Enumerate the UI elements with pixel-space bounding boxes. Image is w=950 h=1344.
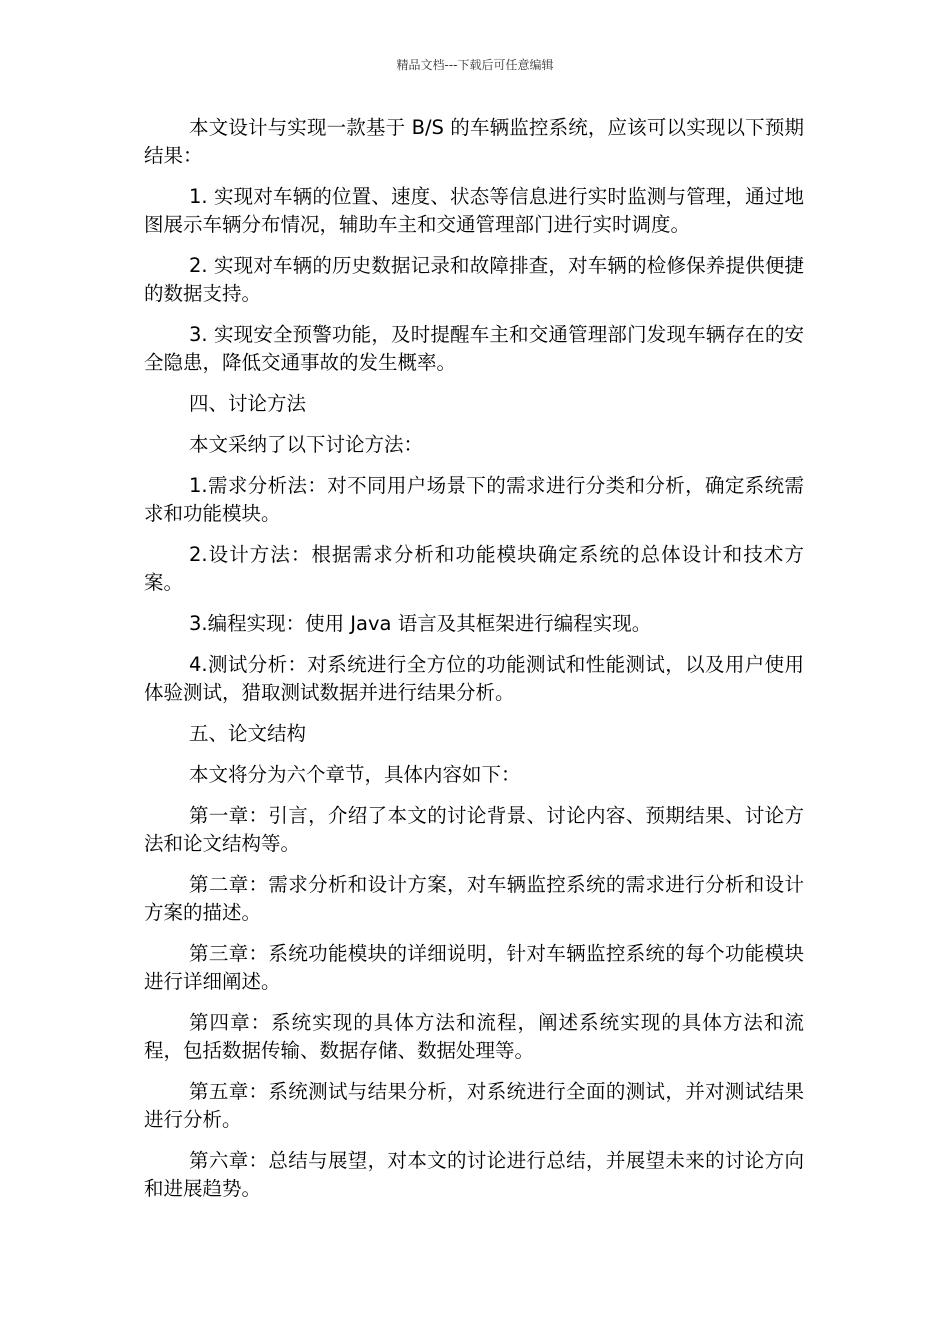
paragraph-method-2: 2.设计方法：根据需求分析和功能模块确定系统的总体设计和技术方案。	[144, 543, 804, 594]
section-heading-structure: 五、论文结构	[189, 722, 307, 745]
paragraph-result-3: 3. 实现安全预警功能，及时提醒车主和交通管理部门发现车辆存在的安全隐患，降低交通事故的发生概率。	[144, 323, 804, 374]
paragraph-chapter-6: 第六章：总结与展望，对本文的讨论进行总结，并展望未来的讨论方向和进展趋势。	[144, 1149, 804, 1200]
document-body	[144, 114, 804, 1216]
paragraph-chapter-1: 第一章：引言，介绍了本文的讨论背景、讨论内容、预期结果、讨论方法和论文结构等。	[144, 804, 804, 855]
section-heading-methods: 四、讨论方法	[189, 392, 307, 415]
paragraph-chapter-4: 第四章：系统实现的具体方法和流程，阐述系统实现的具体方法和流程，包括数据传输、数据存储、数据处理等。	[144, 1011, 804, 1062]
page-header: 精品文档---下载后可任意编辑	[396, 58, 554, 72]
paragraph-method-3: 3.编程实现：使用 Java 语言及其框架进行编程实现。	[189, 612, 652, 635]
paragraph-structure-intro: 本文将分为六个章节，具体内容如下：	[189, 763, 521, 786]
paragraph-expected-results-intro: 本文设计与实现一款基于 B/S 的车辆监控系统，应该可以实现以下预期结果：	[144, 116, 804, 167]
paragraph-chapter-5: 第五章：系统测试与结果分析，对系统进行全面的测试，并对测试结果进行分析。	[144, 1080, 804, 1131]
paragraph-method-4: 4.测试分析：对系统进行全方位的功能测试和性能测试，以及用户使用体验测试，猎取测试数据并进行结果分析。	[144, 653, 804, 704]
paragraph-result-1: 1. 实现对车辆的位置、速度、状态等信息进行实时监测与管理，通过地图展示车辆分布情况，辅助车主和交通管理部门进行实时调度。	[144, 185, 804, 236]
paragraph-chapter-3: 第三章：系统功能模块的详细说明，针对车辆监控系统的每个功能模块进行详细阐述。	[144, 942, 804, 993]
paragraph-methods-intro: 本文采纳了以下讨论方法：	[189, 433, 424, 456]
paragraph-result-2: 2. 实现对车辆的历史数据记录和故障排查，对车辆的检修保养提供便捷的数据支持。	[144, 254, 804, 305]
paragraph-chapter-2: 第二章：需求分析和设计方案，对车辆监控系统的需求进行分析和设计方案的描述。	[144, 873, 804, 924]
paragraph-method-1: 1.需求分析法：对不同用户场景下的需求进行分类和分析，确定系统需求和功能模块。	[144, 474, 804, 525]
